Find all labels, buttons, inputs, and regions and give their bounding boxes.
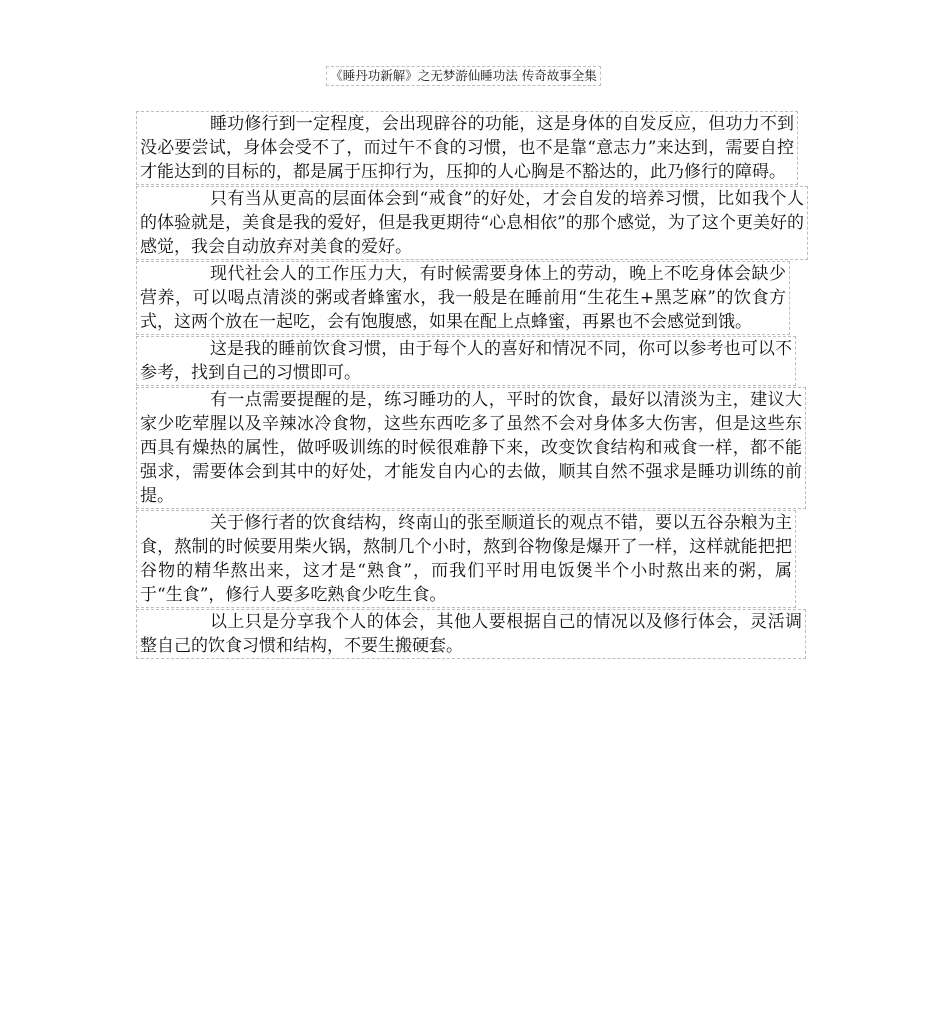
paragraph-2: 只有当从更高的层面体会到“戒食”的好处，才会自发的培养习惯，比如我个人的体验就是，美食是我的爱好，但是我更期待“心息相依”的那个感觉，为了这个更美好的感觉，我会自动放弃对美食的爱好。 bbox=[136, 186, 808, 260]
paragraph-4: 这是我的睡前饮食习惯，由于每个人的喜好和情况不同，你可以参考也可以不参考，找到自己的习惯即可。 bbox=[136, 336, 796, 386]
page-header bbox=[0, 66, 927, 86]
paragraph-6: 关于修行者的饮食结构，终南山的张至顺道长的观点不错，要以五谷杂粮为主食，熬制的时候要用柴火锅，熬制几个小时，熬到谷物像是爆开了一样，这样就能把把谷物的精华熬出来，这才是“熟食”，而我们平时用电饭煲半个小时熬出来的粥，属于“生食”，修行人要多吃熟食少吃生食。 bbox=[136, 510, 796, 608]
paragraph-1: 睡功修行到一定程度，会出现辟谷的功能，这是身体的自发反应，但功力不到没必要尝试，身体会受不了，而过午不食的习惯，也不是靠“意志力”来达到，需要自控才能达到的目标的，都是属于压抑行为，压抑的人心胸是不豁达的，此乃修行的障碍。 bbox=[136, 111, 798, 185]
document-body bbox=[136, 111, 806, 660]
document-title: 《睡丹功新解》之无梦游仙睡功法 传奇故事全集 bbox=[326, 66, 600, 86]
paragraph-5: 有一点需要提醒的是，练习睡功的人，平时的饮食，最好以清淡为主，建议大家少吃荤腥以及辛辣冰冷食物，这些东西吃多了虽然不会对身体多大伤害，但是这些东西具有燥热的属性，做呼吸训练的时候很难静下来，改变饮食结构和戒食一样，都不能强求，需要体会到其中的好处，才能发自内心的去做，顺其自然不强求是睡功训练的前提。 bbox=[136, 387, 806, 509]
paragraph-7: 以上只是分享我个人的体会，其他人要根据自己的情况以及修行体会，灵活调整自己的饮食习惯和结构，不要生搬硬套。 bbox=[136, 609, 806, 659]
paragraph-3: 现代社会人的工作压力大，有时候需要身体上的劳动，晚上不吃身体会缺少营养，可以喝点清淡的粥或者蜂蜜水，我一般是在睡前用“生花生+黑芝麻”的饮食方式，这两个放在一起吃，会有饱腹感，如果在配上点蜂蜜，再累也不会感觉到饿。 bbox=[136, 261, 790, 335]
